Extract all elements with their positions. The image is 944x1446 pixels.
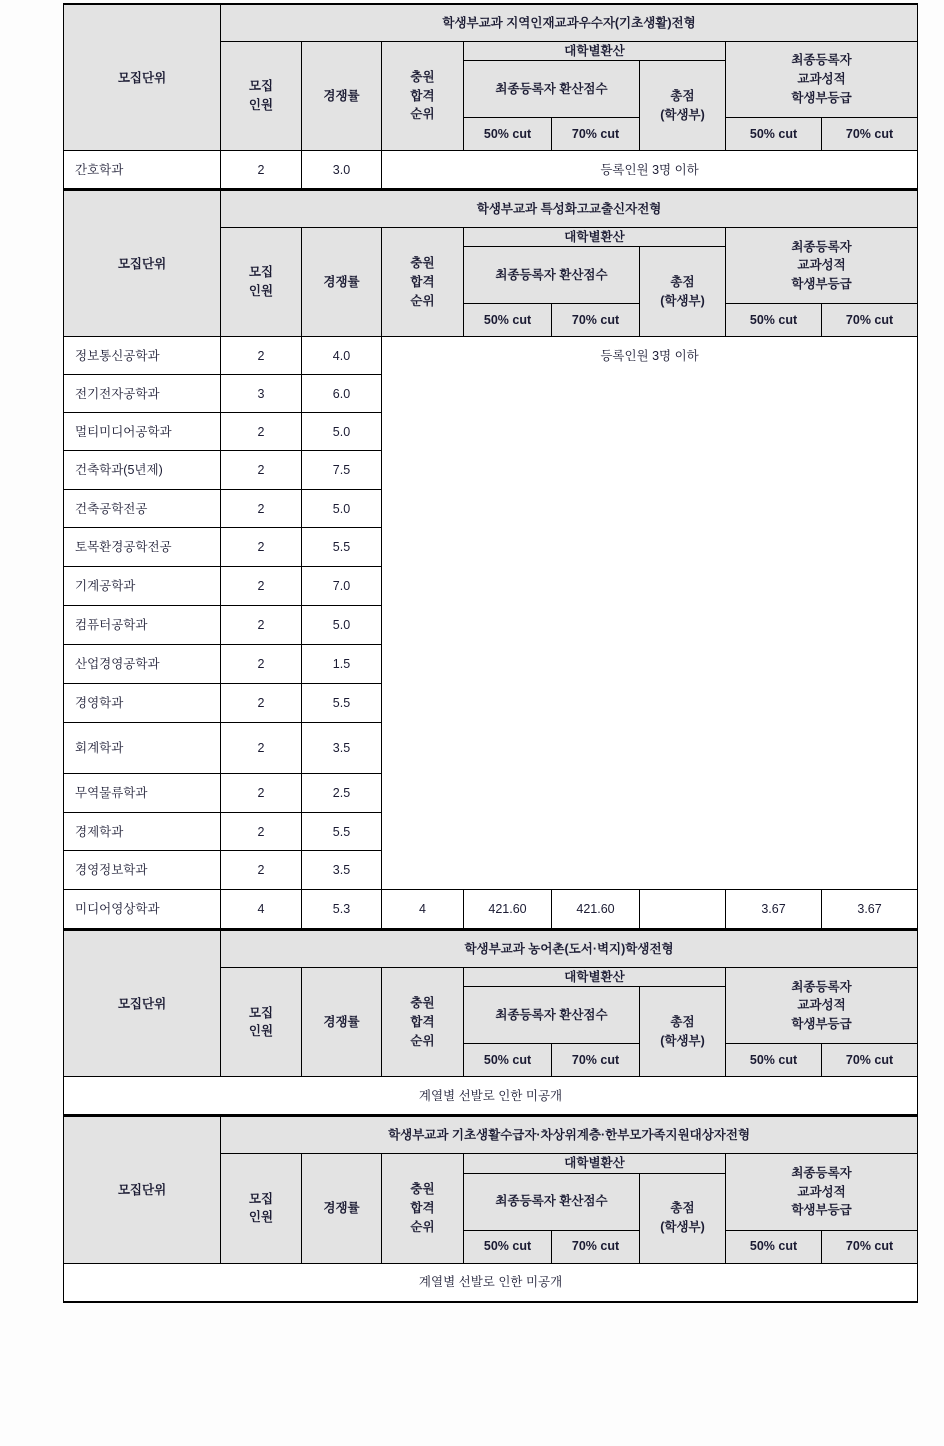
row-unit: 경영학과 <box>64 684 221 723</box>
header-fill-rank: 충원 합격 순위 <box>382 968 464 1077</box>
header-quota: 모집 인원 <box>221 42 302 151</box>
header-score-cut70: 70% cut <box>552 118 640 151</box>
table-row <box>64 151 918 190</box>
header-final-score: 최종등록자 환산점수 <box>464 247 640 304</box>
header-grade-cut50: 50% cut <box>726 1230 822 1263</box>
row-unit: 건축학과(5년제) <box>64 451 221 490</box>
header-unit: 모집단위 <box>64 191 221 337</box>
header-unit: 모집단위 <box>64 931 221 1077</box>
row-unit: 멀티미디어공학과 <box>64 413 221 451</box>
header-score-cut50: 50% cut <box>464 1230 552 1263</box>
header-total-score: 총점 (학생부) <box>640 987 726 1077</box>
row-quota: 4 <box>221 890 302 930</box>
row-quota: 2 <box>221 528 302 567</box>
header-total-score: 총점 (학생부) <box>640 1173 726 1263</box>
row-quota: 2 <box>221 645 302 684</box>
row-quota: 2 <box>221 413 302 451</box>
row-unit: 기계공학과 <box>64 567 221 606</box>
header-score-cut50: 50% cut <box>464 304 552 337</box>
header-ratio: 경쟁률 <box>302 968 382 1077</box>
section-title-row <box>64 931 918 968</box>
header-final-grade: 최종등록자 교과성적 학생부등급 <box>726 42 918 118</box>
row-quota: 2 <box>221 451 302 490</box>
row-ratio: 4.0 <box>302 337 382 375</box>
row-quota: 2 <box>221 567 302 606</box>
header-univ-conversion: 대학별환산 <box>464 1154 726 1173</box>
header-total-score: 총점 (학생부) <box>640 61 726 151</box>
row-quota: 2 <box>221 490 302 528</box>
section-2-title: 학생부교과 특성화고교출신자전형 <box>221 191 918 228</box>
header-fill-rank: 충원 합격 순위 <box>382 228 464 337</box>
row-quota: 2 <box>221 337 302 375</box>
statistics-tables <box>63 3 917 1303</box>
header-grade-cut50: 50% cut <box>726 118 822 151</box>
row-merged-note: 등록인원 3명 이하 <box>382 151 918 190</box>
row-quota: 2 <box>221 684 302 723</box>
row-total-score <box>640 890 726 930</box>
header-final-score: 최종등록자 환산점수 <box>464 987 640 1044</box>
section-2-table <box>63 190 918 930</box>
section-title-row <box>64 1117 918 1154</box>
row-ratio: 7.5 <box>302 451 382 490</box>
header-final-score: 최종등록자 환산점수 <box>464 61 640 118</box>
header-fill-rank: 충원 합격 순위 <box>382 42 464 151</box>
row-unit: 무역물류학과 <box>64 774 221 813</box>
undisclosed-note: 계열별 선발로 인한 미공개 <box>64 1263 918 1302</box>
header-ratio: 경쟁률 <box>302 42 382 151</box>
header-score-cut70: 70% cut <box>552 1044 640 1077</box>
header-univ-conversion: 대학별환산 <box>464 968 726 987</box>
header-grade-cut50: 50% cut <box>726 1044 822 1077</box>
row-merged-note: 등록인원 3명 이하 <box>382 337 918 890</box>
header-fill-rank: 충원 합격 순위 <box>382 1154 464 1263</box>
row-quota: 2 <box>221 151 302 190</box>
table-row <box>64 890 918 930</box>
row-quota: 2 <box>221 723 302 774</box>
header-unit: 모집단위 <box>64 4 221 151</box>
header-final-grade: 최종등록자 교과성적 학생부등급 <box>726 968 918 1044</box>
row-unit: 컴퓨터공학과 <box>64 606 221 645</box>
header-final-grade: 최종등록자 교과성적 학생부등급 <box>726 228 918 304</box>
row-ratio: 2.5 <box>302 774 382 813</box>
header-univ-conversion: 대학별환산 <box>464 228 726 247</box>
section-3-title: 학생부교과 농어촌(도서·벽지)학생전형 <box>221 931 918 968</box>
section-4-title: 학생부교과 기초생활수급자·차상위계층·한부모가족지원대상자전형 <box>221 1117 918 1154</box>
row-ratio: 5.0 <box>302 490 382 528</box>
row-ratio: 1.5 <box>302 645 382 684</box>
row-unit: 회계학과 <box>64 723 221 774</box>
row-ratio: 7.0 <box>302 567 382 606</box>
header-univ-conversion: 대학별환산 <box>464 42 726 61</box>
row-ratio: 5.3 <box>302 890 382 930</box>
header-unit: 모집단위 <box>64 1117 221 1263</box>
section-4-table <box>63 1116 918 1302</box>
row-unit: 건축공학전공 <box>64 490 221 528</box>
header-score-cut70: 70% cut <box>552 304 640 337</box>
row-unit: 정보통신공학과 <box>64 337 221 375</box>
header-score-cut50: 50% cut <box>464 118 552 151</box>
row-unit: 산업경영공학과 <box>64 645 221 684</box>
row-quota: 2 <box>221 606 302 645</box>
header-score-cut70: 70% cut <box>552 1230 640 1263</box>
row-unit: 미디어영상학과 <box>64 890 221 930</box>
header-grade-cut70: 70% cut <box>822 118 918 151</box>
header-ratio: 경쟁률 <box>302 1154 382 1263</box>
header-grade-cut50: 50% cut <box>726 304 822 337</box>
row-ratio: 5.0 <box>302 413 382 451</box>
row-unit: 경제학과 <box>64 813 221 851</box>
row-quota: 2 <box>221 813 302 851</box>
section-1-title: 학생부교과 지역인재교과우수자(기초생활)전형 <box>221 4 918 42</box>
row-ratio: 5.5 <box>302 528 382 567</box>
row-ratio: 5.5 <box>302 684 382 723</box>
header-quota: 모집 인원 <box>221 968 302 1077</box>
row-grade-cut50: 3.67 <box>726 890 822 930</box>
header-grade-cut70: 70% cut <box>822 304 918 337</box>
header-ratio: 경쟁률 <box>302 228 382 337</box>
row-ratio: 6.0 <box>302 375 382 413</box>
undisclosed-note: 계열별 선발로 인한 미공개 <box>64 1077 918 1116</box>
header-score-cut50: 50% cut <box>464 1044 552 1077</box>
row-quota: 2 <box>221 851 302 890</box>
section-title-row <box>64 4 918 42</box>
footer-note-row <box>64 1263 918 1302</box>
header-final-grade: 최종등록자 교과성적 학생부등급 <box>726 1154 918 1230</box>
section-3-table <box>63 930 918 1116</box>
header-total-score: 총점 (학생부) <box>640 247 726 337</box>
section-title-row <box>64 191 918 228</box>
row-score-cut70: 421.60 <box>552 890 640 930</box>
row-unit: 전기전자공학과 <box>64 375 221 413</box>
footer-note-row <box>64 1077 918 1116</box>
row-grade-cut70: 3.67 <box>822 890 918 930</box>
header-grade-cut70: 70% cut <box>822 1230 918 1263</box>
header-grade-cut70: 70% cut <box>822 1044 918 1077</box>
header-quota: 모집 인원 <box>221 228 302 337</box>
row-ratio: 3.5 <box>302 723 382 774</box>
row-fill-rank: 4 <box>382 890 464 930</box>
header-quota: 모집 인원 <box>221 1154 302 1263</box>
row-ratio: 5.5 <box>302 813 382 851</box>
section-1-table <box>63 3 918 190</box>
row-unit: 간호학과 <box>64 151 221 190</box>
row-ratio: 3.0 <box>302 151 382 190</box>
row-ratio: 3.5 <box>302 851 382 890</box>
row-score-cut50: 421.60 <box>464 890 552 930</box>
row-unit: 경영정보학과 <box>64 851 221 890</box>
header-final-score: 최종등록자 환산점수 <box>464 1173 640 1230</box>
row-unit: 토목환경공학전공 <box>64 528 221 567</box>
row-quota: 3 <box>221 375 302 413</box>
row-ratio: 5.0 <box>302 606 382 645</box>
table-row <box>64 337 918 375</box>
row-quota: 2 <box>221 774 302 813</box>
